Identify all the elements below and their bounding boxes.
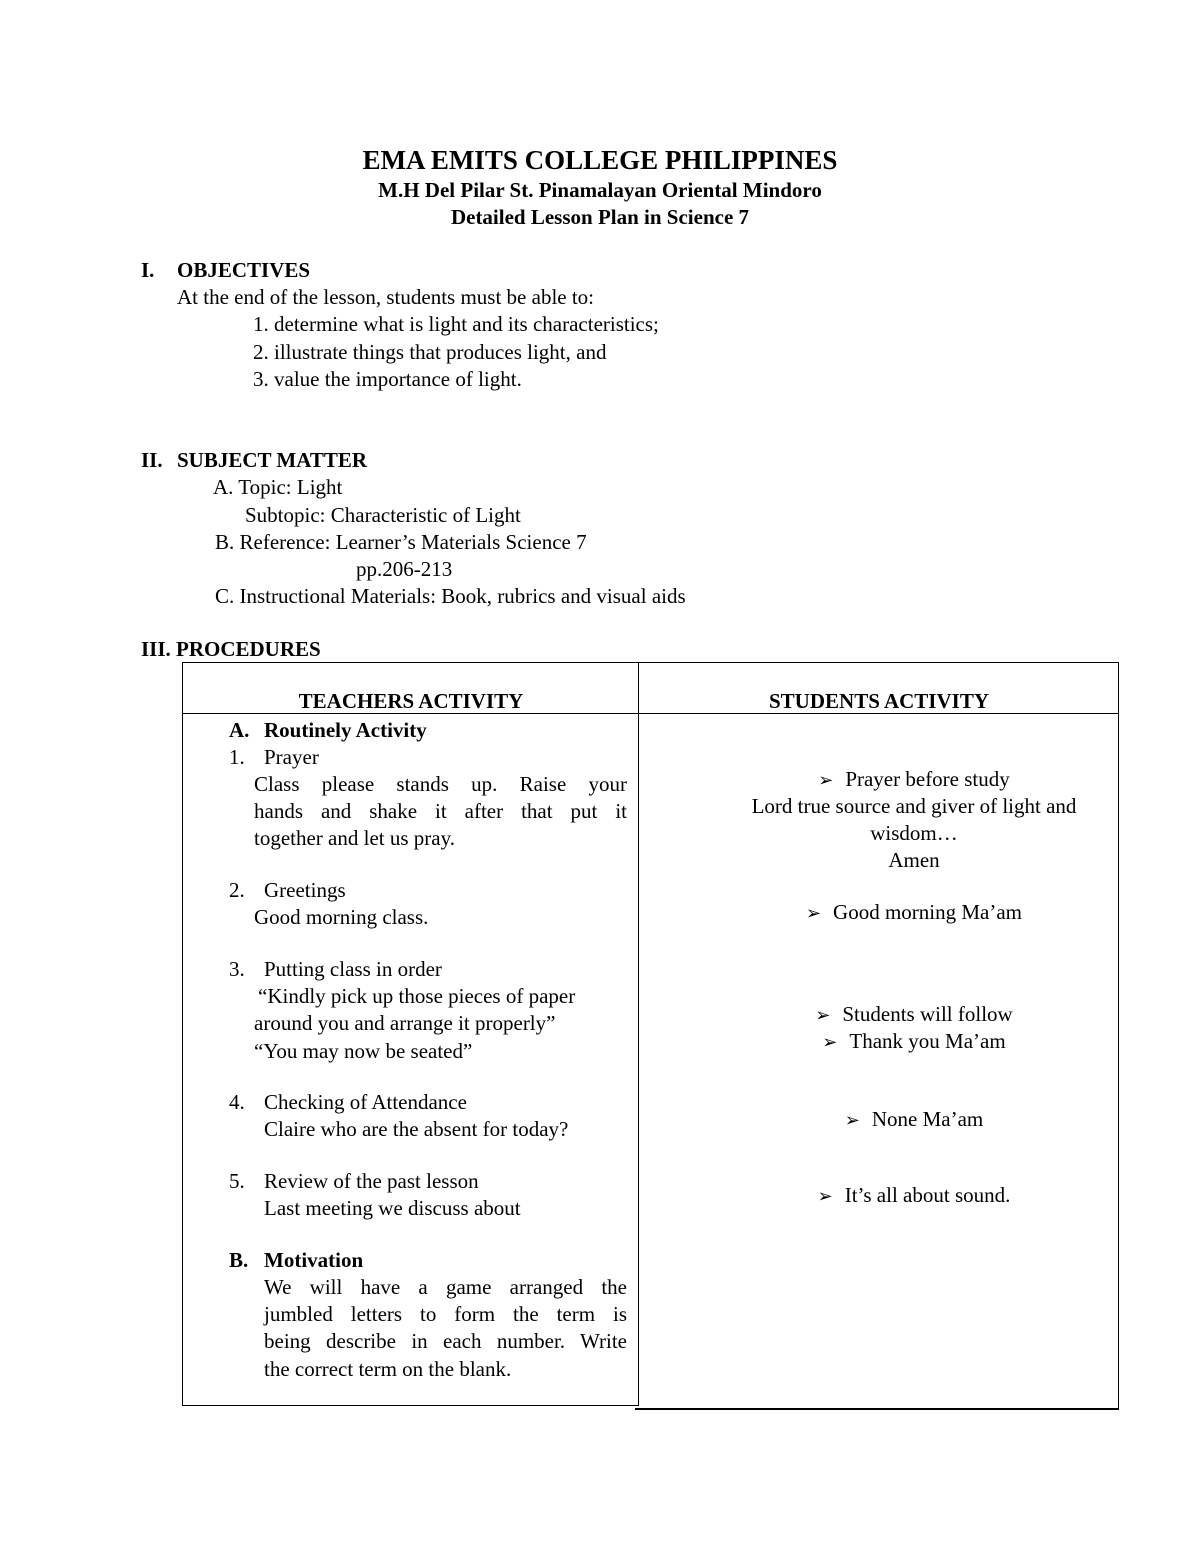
subject-subtopic: Subtopic: Characteristic of Light [245, 503, 521, 527]
attendance-title: Checking of Attendance [264, 1090, 467, 1114]
arrow-bullet-icon: ➢ [805, 903, 822, 923]
order-text: “You may now be seated” [254, 1039, 473, 1063]
student-prayer-title: Prayer before study [845, 767, 1010, 791]
student-none-text: None Ma’am [871, 1107, 984, 1131]
objective-item: 2. illustrate things that produces light, and [253, 340, 607, 364]
school-name: EMA EMITS COLLEGE PHILIPPINES [362, 145, 838, 175]
motivation-text: the correct term on the blank. [264, 1357, 512, 1381]
students-activity-header: STUDENTS ACTIVITY [769, 689, 989, 713]
review-num: 5. [229, 1169, 245, 1193]
arrow-bullet-icon: ➢ [822, 1032, 838, 1052]
teachers-activity-header: TEACHERS ACTIVITY [298, 689, 524, 713]
arrow-bullet-icon: ➢ [817, 1186, 833, 1206]
student-sound-text: It’s all about sound. [844, 1183, 1011, 1207]
motivation-text: being describe in each number. Write [264, 1329, 627, 1353]
greetings-text: Good morning class. [254, 905, 429, 929]
student-response-prayer [640, 766, 1188, 794]
arrow-bullet-icon: ➢ [815, 1005, 831, 1025]
motivation-title: Motivation [264, 1248, 364, 1272]
order-title: Putting class in order [264, 957, 442, 981]
prayer-text: together and let us pray. [254, 826, 455, 850]
table-border-bottom-right [635, 1408, 1119, 1410]
student-prayer-line: Lord true source and giver of light and [751, 794, 1077, 818]
motivation-text: jumbled letters to form the term is [264, 1302, 627, 1326]
arrow-bullet-icon: ➢ [844, 1110, 860, 1130]
objective-item: 3. value the importance of light. [253, 367, 522, 391]
student-response-none [640, 1106, 1188, 1134]
school-address: M.H Del Pilar St. Pinamalayan Oriental Mindoro [378, 178, 822, 202]
order-num: 3. [229, 957, 245, 981]
student-response-greeting [640, 899, 1188, 927]
motivation-text: We will have a game arranged the [264, 1275, 627, 1299]
attendance-text: Claire who are the absent for today? [264, 1117, 569, 1141]
student-prayer-line: Amen [888, 848, 940, 872]
motivation-letter: B. [229, 1248, 249, 1272]
table-border-top [183, 662, 1119, 663]
table-border-bottom-left [183, 1405, 639, 1406]
prayer-num: 1. [229, 745, 245, 769]
routine-title: Routinely Activity [264, 718, 427, 742]
subject-topic: A. Topic: Light [213, 475, 343, 499]
order-text: “Kindly pick up those pieces of paper [258, 984, 576, 1008]
table-border-left [182, 662, 183, 1406]
prayer-text: Class please stands up. Raise your [254, 772, 627, 796]
student-thanks-text: Thank you Ma’am [849, 1029, 1006, 1053]
table-column-divider [638, 662, 639, 1406]
objectives-intro: At the end of the lesson, students must be able to: [177, 285, 595, 309]
procedures-heading: III. PROCEDURES [141, 637, 321, 661]
subject-numeral: II. [141, 448, 163, 472]
student-prayer-line: wisdom… [870, 821, 958, 845]
subject-pages: pp.206-213 [356, 557, 453, 581]
arrow-bullet-icon: ➢ [818, 770, 834, 790]
objective-item: 1. determine what is light and its characteristics; [253, 312, 659, 336]
student-greeting-text: Good morning Ma’am [833, 900, 1023, 924]
subject-reference: B. Reference: Learner’s Materials Science 7 [215, 530, 587, 554]
objectives-heading: OBJECTIVES [177, 258, 311, 282]
greetings-title: Greetings [264, 878, 346, 902]
review-title: Review of the past lesson [264, 1169, 479, 1193]
prayer-text: hands and shake it after that put it [254, 799, 627, 823]
student-response-sound [640, 1182, 1188, 1210]
subject-materials: C. Instructional Materials: Book, rubrics and visual aids [215, 584, 686, 608]
order-text: around you and arrange it properly” [254, 1011, 556, 1035]
student-follow-text: Students will follow [842, 1002, 1013, 1026]
routine-letter: A. [229, 718, 250, 742]
student-response-thanks [640, 1028, 1188, 1056]
greetings-num: 2. [229, 878, 245, 902]
objectives-numeral: I. [141, 258, 155, 282]
prayer-title: Prayer [264, 745, 319, 769]
review-text: Last meeting we discuss about [264, 1196, 521, 1220]
subject-heading: SUBJECT MATTER [177, 448, 368, 472]
plan-title: Detailed Lesson Plan in Science 7 [450, 205, 750, 229]
attendance-num: 4. [229, 1090, 245, 1114]
student-response-follow [640, 1001, 1188, 1029]
